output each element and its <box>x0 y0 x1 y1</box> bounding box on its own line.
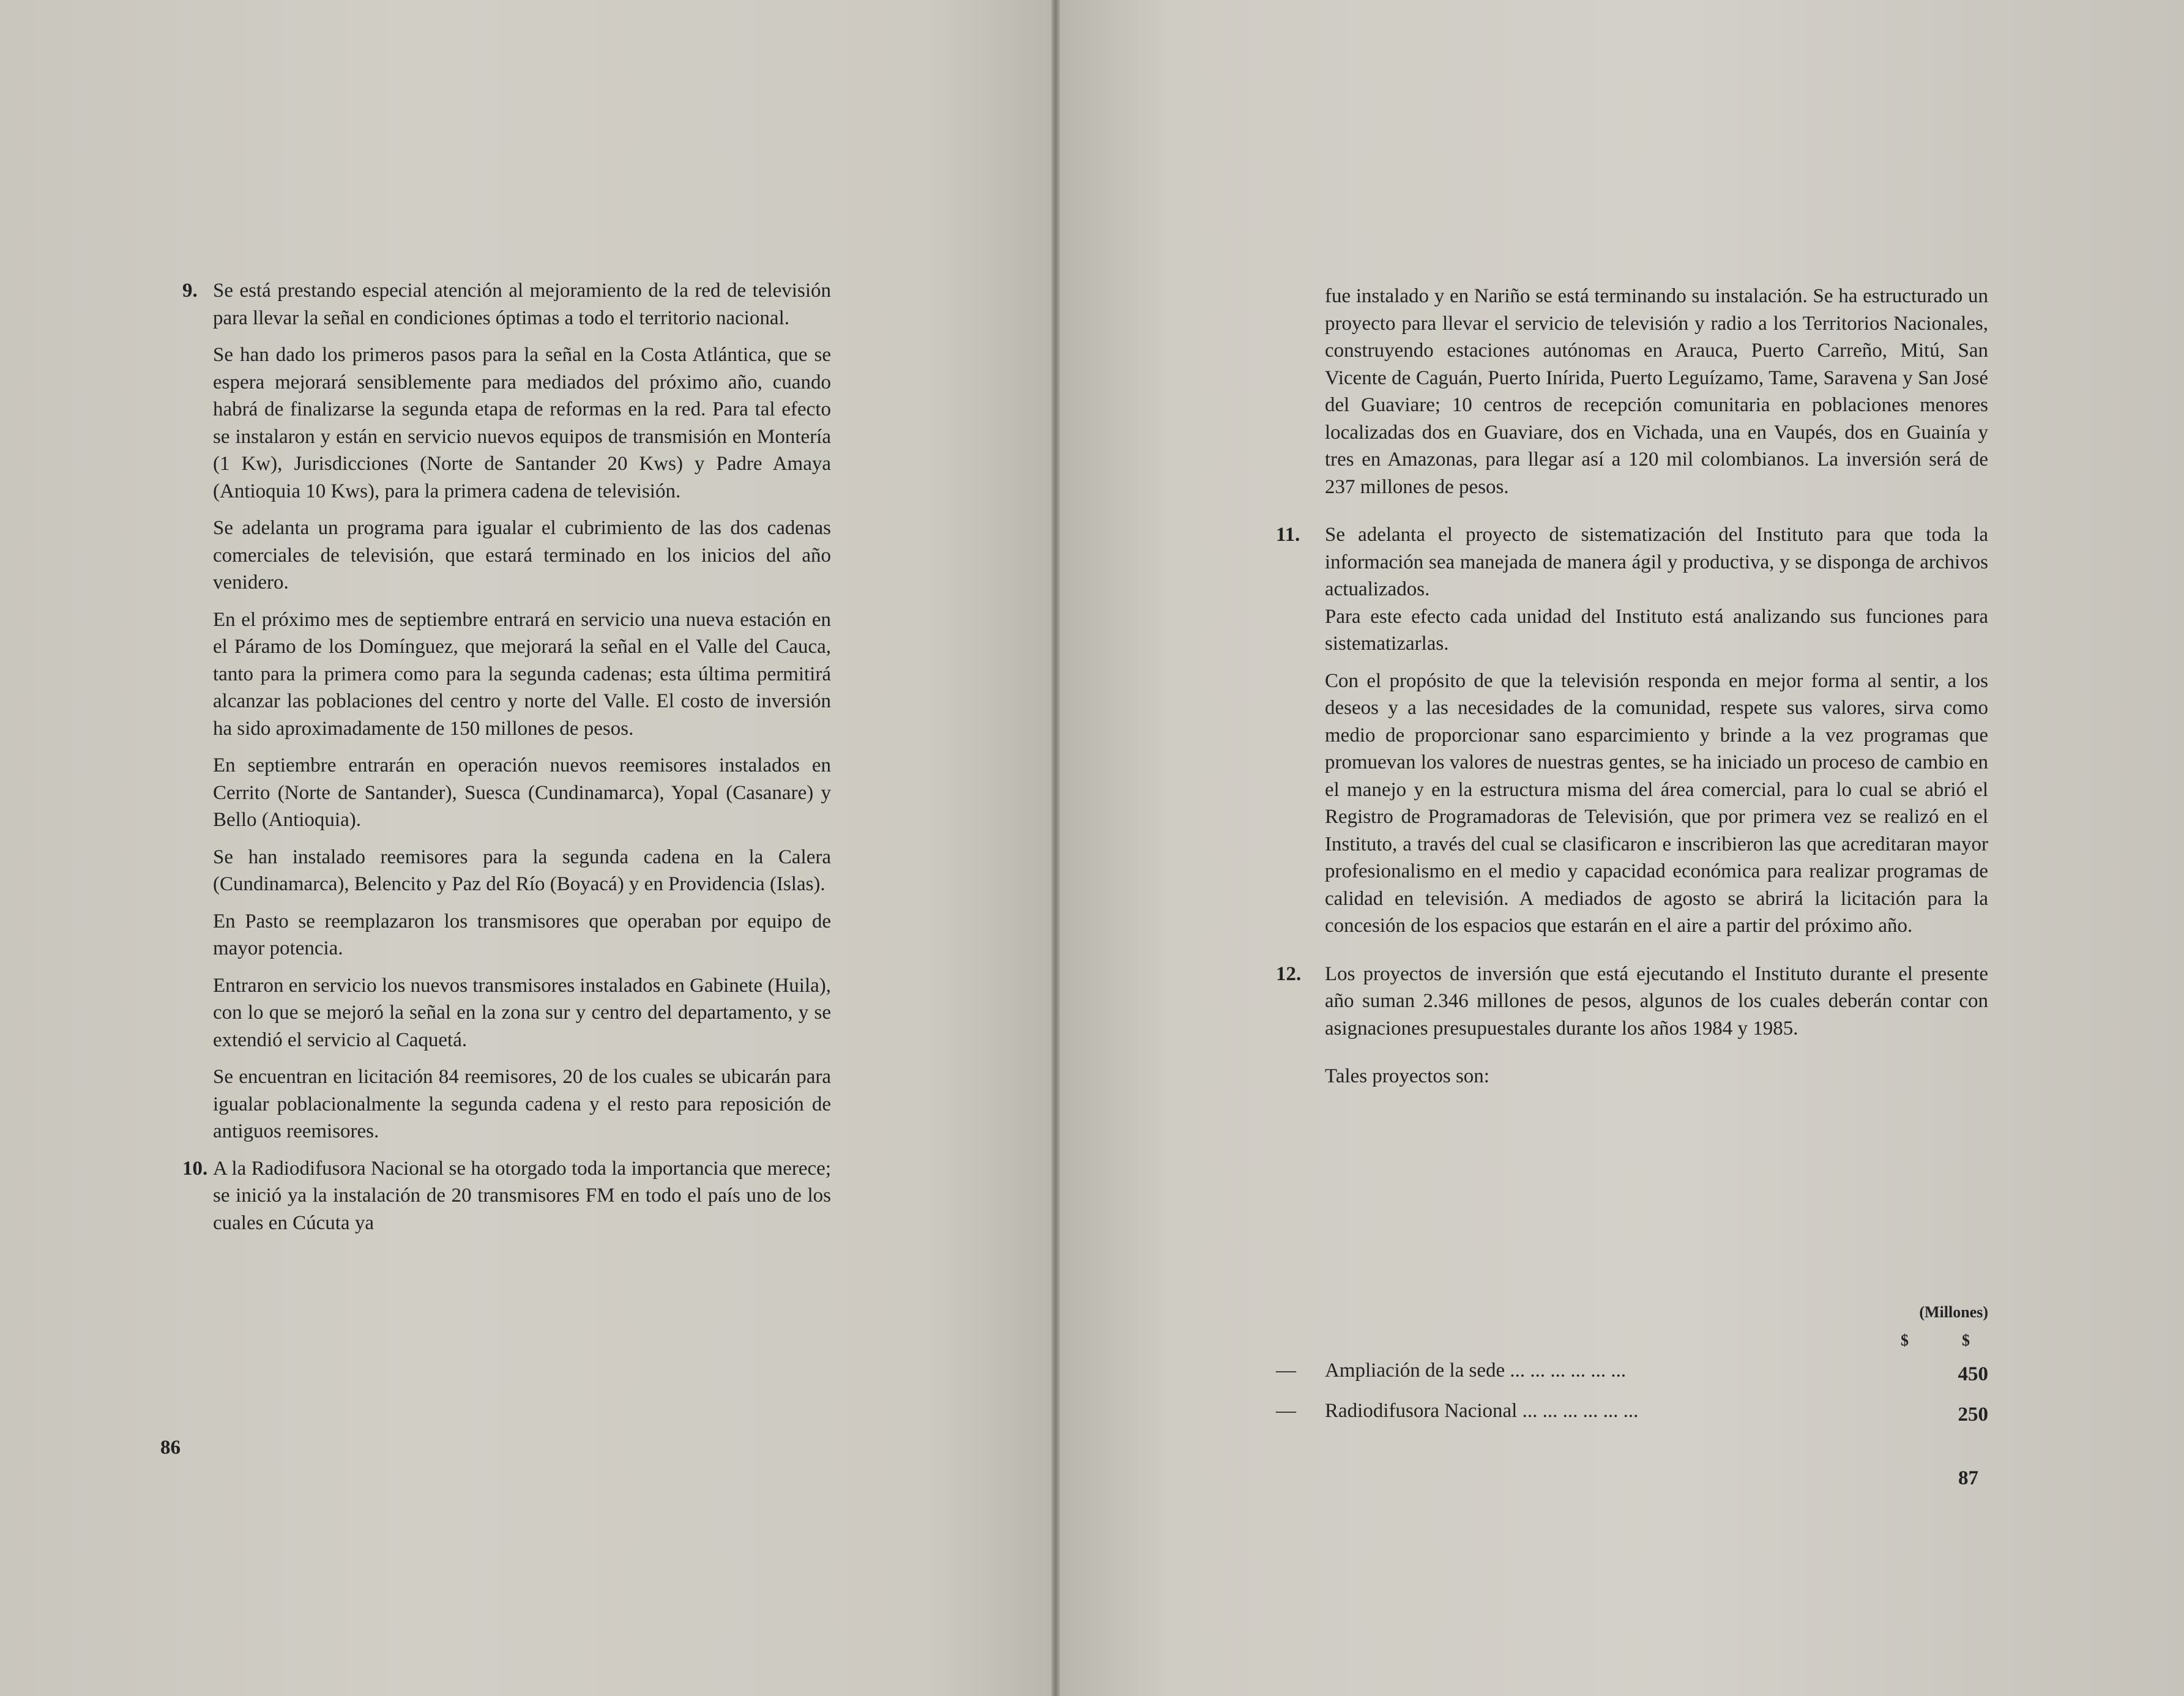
item-10 <box>182 1155 831 1237</box>
paragraph: A la Radiodifusora Nacional se ha otorgado toda la importancia que merece; se inició ya la instalación de 20 transmisores FM en todo el país uno de los cuales en Cúcuta ya <box>213 1157 831 1234</box>
row-value: 450 <box>1958 1363 1988 1385</box>
table-row <box>1276 1359 1988 1400</box>
item-12 <box>1276 961 1988 1043</box>
paragraph: fue instalado y en Nariño se está terminando su instalación. Se ha estructurado un proyecto para llevar el servicio de televisión y radio a los Territorios Nacionales, construyendo estaciones autónomas en Arauca, Puerto Carreño, Mitú, San Vicente de Caguán, Puerto Inírida, Puerto Leguízamo, Tame, Saravena y San José del Guaviare; 10 centros de recepción comunitaria en poblaciones menores localizadas dos en Guaviare, dos en Vichada, una en Vaupés, dos en Guainía y tres en Amazonas, para llegar así a 120 mil colombianos. La inversión será de 237 millones de pesos. <box>1325 285 1988 498</box>
paragraph: Se adelanta el proyecto de sistematización del Instituto para que toda la información sea manejada de manera ágil y productiva, y se disponga de archivos actualizados. <box>1325 524 1988 600</box>
currency-symbol: $ <box>1901 1331 1909 1349</box>
page-number: 87 <box>1958 1467 1978 1489</box>
paragraph: Se han dado los primeros pasos para la señal en la Costa Atlántica, que se espera mejorará sensiblemente para mediados del próximo año, cuando habrá de finalizarse la segunda etapa de reformas en la red. Para tal efecto se instalaron y están en servicio nuevos equipos de transmisión en Montería (1 Kw), Jurisdicciones (Norte de Santander 20 Kws) y Padre Amaya (Antioquia 10 Kws), para la primera cadena de televisión. <box>213 344 831 502</box>
row-label: Radiodifusora Nacional ... ... ... ... ... ... <box>1325 1400 1639 1422</box>
currency-symbol: $ <box>1962 1331 1970 1349</box>
paragraph: Se encuentran en licitación 84 reemisores, 20 de los cuales se ubicarán para igualar poblacionalmente la segunda cadena y el resto para reposición de antiguos reemisores. <box>213 1066 831 1142</box>
paragraph: Entraron en servicio los nuevos transmisores instalados en Gabinete (Huila), con lo que se mejoró la señal en la zona sur y centro del departamento, y se extendió el servicio al Caquetá. <box>213 974 831 1051</box>
paragraph: Para este efecto cada unidad del Instituto está analizando sus funciones para sistematizarlas. <box>1325 605 1988 655</box>
paragraph: Tales proyectos son: <box>1325 1065 1489 1087</box>
paragraph: Se adelanta un programa para igualar el cubrimiento de las dos cadenas comerciales de televisión, que estará terminado en los inicios del año venidero. <box>213 517 831 593</box>
paragraph: En septiembre entrarán en operación nuevos reemisores instalados en Cerrito (Norte de Santander), Suesca (Cundinamarca), Yopal (Casanare) y Bello (Antioquia). <box>213 754 831 831</box>
page-number: 86 <box>160 1437 181 1459</box>
paragraph: Se han instalado reemisores para la segunda cadena en la Calera (Cundinamarca), Belencito y Paz del Río (Boyacá) y en Providencia (Islas). <box>213 846 831 895</box>
paragraph: Se está prestando especial atención al mejoramiento de la red de televisión para llevar la señal en condiciones óptimas a todo el territorio nacional. <box>213 280 831 329</box>
item-number: 9. <box>182 280 198 302</box>
paragraph: En Pasto se reemplazaron los transmisores que operaban por equipo de mayor potencia. <box>213 910 831 959</box>
item-9 <box>182 277 831 332</box>
unit-header: (Millones) <box>1919 1303 1988 1321</box>
item-number: 11. <box>1276 524 1300 546</box>
table-header <box>1276 1303 1988 1359</box>
paragraph: En el próximo mes de septiembre entrará en servicio una nueva estación en el Páramo de los Domínguez, que mejorará la señal en el Valle del Cauca, tanto para la primera como para la segunda cadenas; esta última permitirá alcanzar las poblaciones del centro y norte del Valle. El costo de inversión ha sido aproximadamente de 150 millones de pesos. <box>213 608 831 740</box>
paragraph: Con el propósito de que la televisión responda en mejor forma al sentir, a los deseos y a las necesidades de la comunidad, respete sus valores, sirva como medio de proporcionar sano esparcimiento y brinde a la vez programas que promuevan los valores de nuestras gentes, se ha iniciado un proceso de cambio en el manejo y en la estructura misma del área comercial, para lo cual se abrió el Registro de Programadoras de Televisión, que por primera vez se realizó en el Instituto, a través del cual se clasificaron e inscribieron las que acreditaran mayor profesionalismo en el medio y capacidad económica para realizar programas de calidad en televisión. A mediados de agosto se abrirá la licitación para la concesión de los espacios que estarán en el aire a partir del próximo año. <box>1325 669 1988 937</box>
row-dash: — <box>1276 1400 1296 1422</box>
item-number: 12. <box>1276 962 1302 985</box>
row-label: Ampliación de la sede ... ... ... ... ... ... <box>1325 1359 1627 1382</box>
table-row <box>1276 1400 1988 1440</box>
row-dash: — <box>1276 1359 1296 1382</box>
left-page-text <box>182 277 831 1246</box>
row-value: 250 <box>1958 1404 1988 1426</box>
paragraph: Los proyectos de inversión que está ejecutando el Instituto durante el presente año suman 2.346 millones de pesos, algunos de los cuales deberán contar con asignaciones presupuestales durante los años 1984 y 1985. <box>1325 962 1988 1040</box>
right-page-text <box>1276 283 1988 1100</box>
book-gutter <box>1051 0 1060 1696</box>
investment-table <box>1276 1303 1988 1440</box>
item-number: 10. <box>182 1157 208 1180</box>
item-11 <box>1276 521 1988 658</box>
